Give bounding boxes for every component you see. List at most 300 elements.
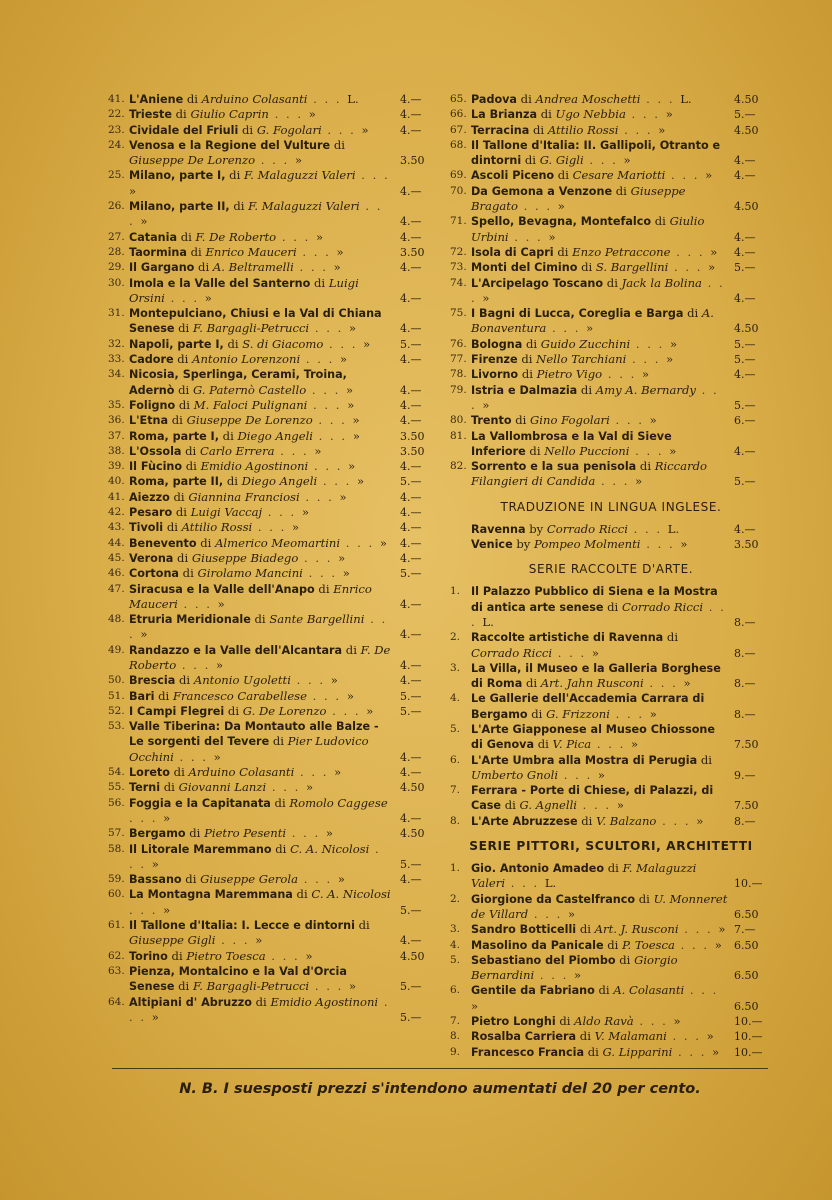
- entry-title: L'Etna: [129, 414, 169, 428]
- entry-by: by: [516, 537, 531, 552]
- entry-number: 9.: [450, 1045, 461, 1058]
- entry-title: Il Tallone d'Italia: I. Lecce e dintorni: [129, 919, 355, 933]
- entry-price: 8.—: [734, 814, 756, 828]
- entry-title: L'Arte Umbra alla Mostra di Perugia: [471, 753, 698, 767]
- dot-leader: . . .: [164, 290, 205, 305]
- entry-number: 8.: [450, 1030, 461, 1043]
- entry-price: 4.—: [400, 460, 422, 474]
- entry-author: F. Malaguzzi Valeri: [471, 861, 697, 891]
- entry-author: P. Toesca: [622, 937, 675, 952]
- entry-price: 4.—: [400, 873, 422, 887]
- entry-title: Sebastiano del Piombo: [471, 953, 616, 967]
- dot-leader: . . .: [355, 168, 390, 183]
- entry-leader-mark: »: [708, 260, 716, 275]
- entry-number: 22.: [108, 108, 125, 121]
- entry-number: 53.: [108, 720, 125, 733]
- dot-leader: . . .: [129, 612, 388, 642]
- entry-number: 52.: [108, 704, 125, 717]
- dot-leader: . . .: [674, 937, 715, 952]
- entry-author: Cesare Mariotti: [572, 168, 666, 183]
- entry-title: L'Arte Giapponese al Museo Chiossone di Genova: [471, 722, 715, 752]
- entry-by: di: [529, 443, 541, 458]
- entry-by: di: [186, 92, 198, 106]
- entry-price: 4.—: [400, 261, 422, 275]
- entry-number: 65.: [450, 93, 467, 105]
- entry-price: 6.—: [734, 414, 756, 428]
- entry-by: di: [587, 1044, 599, 1059]
- entry-price: 4.—: [734, 368, 756, 382]
- dot-leader: . . .: [471, 382, 719, 412]
- entry-body: [129, 367, 392, 398]
- dot-leader: . . .: [558, 767, 598, 782]
- dot-leader: . . .: [129, 841, 381, 871]
- catalog-entry: [450, 691, 772, 722]
- entry-title: Terni: [129, 781, 161, 795]
- dot-leader: . . .: [670, 244, 711, 259]
- catalog-entry: [108, 168, 434, 199]
- entry-author: F. De Roberto: [129, 642, 391, 672]
- entry-number: 1.: [450, 862, 461, 875]
- entry-body: [129, 995, 392, 1026]
- dot-leader: . . .: [602, 367, 642, 382]
- entry-price: 5.—: [734, 475, 756, 489]
- catalog-entry: [108, 918, 434, 949]
- entry-author: Francesco Carabellese: [172, 688, 307, 703]
- entry-author: Giuseppe Biadego: [191, 550, 299, 565]
- entry-price: 3.50: [400, 429, 425, 443]
- entry-author: Attilio Rossi: [547, 122, 619, 137]
- dot-leader: . . .: [323, 336, 364, 351]
- entry-number: 35.: [108, 398, 125, 411]
- entry-leader-mark: L.: [482, 614, 494, 629]
- entry-price: 5.—: [400, 337, 422, 351]
- entry-by: di: [163, 780, 175, 795]
- catalog-entry: [108, 352, 434, 367]
- entry-price: 4.—: [400, 658, 422, 672]
- entry-title: Venosa e la Regione del Vulture: [129, 138, 331, 152]
- entry-title: Bassano: [129, 873, 182, 887]
- entry-price: 4.—: [734, 154, 756, 168]
- entry-number: 25.: [108, 169, 125, 182]
- entry-by: di: [178, 321, 190, 336]
- art-collections-list: [450, 584, 772, 829]
- entry-price: 4.—: [400, 750, 422, 764]
- entry-body: [129, 918, 392, 949]
- entry-title: I Bagni di Lucca, Coreglia e Barga: [471, 307, 684, 321]
- entry-by: di: [274, 795, 286, 810]
- catalog-entry: [450, 260, 772, 275]
- entry-body: [129, 168, 392, 199]
- entry-number: 4.: [450, 938, 461, 951]
- entry-body: [471, 938, 728, 953]
- entry-number: 5.: [450, 722, 461, 735]
- dot-leader: . . .: [286, 826, 326, 841]
- entry-by: di: [173, 765, 185, 780]
- catalog-entry: [108, 826, 434, 841]
- entry-leader-mark: »: [151, 1009, 159, 1024]
- entry-by: di: [525, 676, 538, 691]
- entry-by: di: [579, 1029, 591, 1044]
- entry-price: 4.50: [734, 93, 759, 106]
- catalog-entry: [450, 429, 772, 460]
- catalog-entry: [450, 861, 772, 892]
- dot-leader: . . .: [595, 474, 636, 489]
- catalog-entry: [450, 337, 772, 352]
- entry-author: A. Colasanti: [613, 983, 685, 998]
- entry-author: Giulio Urbini: [471, 214, 705, 244]
- entry-by: di: [358, 918, 370, 933]
- entry-title: I Campi Flegrei: [129, 704, 225, 718]
- entry-title: Milano, parte II,: [129, 200, 230, 214]
- entry-number: 8.: [450, 814, 461, 827]
- entry-price: 4.—: [400, 551, 422, 565]
- entry-body: [471, 352, 728, 367]
- catalog-entry: [108, 444, 434, 459]
- entry-by: di: [540, 107, 552, 122]
- entry-number: 72.: [450, 245, 467, 258]
- dot-leader: . . .: [528, 906, 568, 921]
- entry-leader-mark: »: [140, 627, 148, 642]
- dot-leader: . . .: [684, 983, 719, 998]
- entry-leader-mark: »: [129, 183, 137, 198]
- entry-body: [129, 673, 392, 688]
- entry-by: di: [504, 798, 516, 813]
- entry-body: [471, 184, 728, 215]
- entry-number: 23.: [108, 123, 125, 136]
- entry-body: [471, 953, 728, 984]
- entry-leader-mark: »: [586, 321, 594, 336]
- entry-by: di: [532, 122, 545, 137]
- entry-leader-mark: »: [548, 229, 556, 244]
- entry-number: 44.: [108, 536, 125, 549]
- entry-number: 54.: [108, 766, 125, 779]
- entry-author: Gino Fogolari: [530, 413, 610, 428]
- entry-by: di: [182, 566, 194, 581]
- entry-author: Luigi Orsini: [129, 275, 359, 305]
- entry-body: [471, 722, 728, 753]
- entry-price: 4.—: [734, 291, 756, 305]
- dot-leader: . . .: [129, 810, 164, 825]
- dot-leader: . . .: [262, 505, 302, 520]
- entry-by: di: [185, 443, 197, 458]
- entry-price: 5.—: [400, 689, 422, 703]
- entry-author: Riccardo Filangieri di Candida: [471, 459, 708, 489]
- entry-author: Arduino Colasanti: [188, 765, 295, 780]
- entry-body: [471, 367, 728, 382]
- entry-leader-mark: »: [635, 474, 643, 489]
- entry-by: di: [666, 630, 679, 645]
- catalog-entry: [450, 922, 772, 937]
- entry-author: C. A. Nicolosi: [311, 887, 391, 902]
- entry-price: 4.50: [734, 200, 759, 214]
- dot-leader: . . .: [665, 168, 706, 183]
- entry-body: [129, 566, 392, 581]
- entry-body: [471, 691, 728, 722]
- entry-leader-mark: »: [308, 107, 316, 122]
- entry-number: 49.: [108, 643, 125, 656]
- entry-title: Catania: [129, 230, 178, 244]
- entry-body: [471, 753, 728, 784]
- entry-by: di: [180, 229, 192, 244]
- catalog-entry: [450, 783, 772, 814]
- entry-number: 71.: [450, 215, 467, 228]
- entry-leader-mark: »: [216, 657, 224, 672]
- entry-leader-mark: »: [336, 244, 344, 259]
- catalog-entry: [108, 765, 434, 780]
- entry-by: di: [190, 244, 202, 259]
- entry-body: [129, 337, 392, 352]
- dot-leader: . . .: [321, 122, 362, 137]
- entry-price: 4.—: [400, 353, 422, 367]
- dot-leader: . . .: [678, 922, 719, 937]
- entry-price: 4.—: [400, 230, 422, 244]
- entry-price: 4.—: [734, 522, 756, 536]
- entry-leader-mark: »: [714, 937, 722, 952]
- entry-author: G. Gigli: [539, 153, 584, 168]
- dot-leader: . . .: [609, 413, 650, 428]
- entry-author: Arduino Colasanti: [201, 92, 308, 106]
- entry-number: 70.: [450, 184, 467, 197]
- entry-number: 24.: [108, 138, 125, 151]
- entry-by: di: [227, 336, 239, 351]
- dot-leader: . . .: [609, 706, 650, 721]
- entry-by: di: [185, 459, 197, 474]
- entry-price: 4.—: [400, 383, 422, 397]
- entry-body: [129, 796, 392, 827]
- entry-leader-mark: »: [356, 474, 365, 489]
- entry-price: 5.—: [734, 353, 756, 367]
- catalog-entry: [450, 522, 772, 537]
- entry-author: U. Monneret de Villard: [471, 891, 728, 921]
- entry-author: Giulio Caprin: [190, 107, 269, 122]
- entry-leader-mark: »: [348, 459, 356, 474]
- entry-by: di: [226, 474, 238, 489]
- entry-author: Corrado Ricci: [471, 645, 553, 660]
- entry-price: 5.—: [400, 980, 422, 994]
- entry-price: 4.—: [400, 536, 422, 550]
- entry-leader-mark: »: [669, 336, 678, 351]
- entry-price: 5.—: [734, 261, 756, 275]
- entry-by: di: [166, 520, 178, 535]
- entry-title: Foligno: [129, 398, 176, 412]
- entry-body: [129, 260, 392, 275]
- entry-leader-mark: »: [658, 122, 666, 137]
- entry-title: Roma, parte I,: [129, 429, 219, 443]
- entry-number: 59.: [108, 873, 125, 886]
- entry-title: Livorno: [471, 368, 519, 382]
- entry-leader-mark: »: [680, 537, 688, 552]
- catalog-entry: [108, 138, 434, 169]
- entry-author: Pompeo Molmenti: [534, 537, 641, 552]
- dot-leader: . . .: [629, 443, 670, 458]
- catalog-entry: [108, 490, 434, 505]
- entry-title: Il Litorale Maremmano: [129, 842, 272, 856]
- entry-number: 82.: [450, 460, 467, 473]
- entry-leader-mark: »: [163, 902, 171, 917]
- entry-number: 42.: [108, 506, 125, 519]
- entry-leader-mark: »: [471, 998, 479, 1013]
- entry-by: di: [580, 382, 593, 397]
- dot-leader: . . .: [252, 520, 293, 535]
- entry-author: Luigi Vaccaj: [190, 505, 263, 520]
- entry-leader-mark: »: [597, 767, 605, 782]
- catalog-entry: [108, 459, 434, 474]
- entry-by: di: [272, 734, 284, 749]
- entry-price: 10.—: [734, 1045, 763, 1059]
- entry-title: Benevento: [129, 536, 197, 550]
- catalog-entry: [108, 520, 434, 535]
- catalog-entry: [108, 796, 434, 827]
- entry-title: Trento: [471, 414, 512, 428]
- entry-leader-mark: »: [255, 933, 263, 948]
- entry-number: 50.: [108, 674, 125, 687]
- entry-title: Terracina: [471, 123, 530, 137]
- entry-number: 26.: [108, 200, 125, 213]
- entry-title: Cividale del Friuli: [129, 123, 239, 137]
- entry-author: V. Balzano: [596, 813, 657, 828]
- entry-body: [129, 276, 392, 307]
- dot-leader: . . .: [176, 657, 216, 672]
- entry-title: Loreto: [129, 766, 170, 780]
- entry-leader-mark: L.: [347, 92, 359, 106]
- dot-leader: . . .: [517, 199, 558, 214]
- entry-author: F. Malaguzzi Valeri: [243, 168, 356, 183]
- catalog-entry: [450, 107, 772, 122]
- catalog-entry: [450, 1014, 772, 1029]
- entry-author: C. A. Nicolosi: [290, 841, 370, 856]
- entry-price: 4.—: [400, 123, 422, 137]
- entry-price: 5.—: [734, 108, 756, 122]
- dot-leader: . . .: [265, 948, 306, 963]
- dot-leader: . . .: [298, 872, 338, 887]
- entry-price: 4.—: [400, 215, 422, 229]
- entry-author: Emidio Agostinoni: [270, 994, 379, 1009]
- entry-leader-mark: »: [696, 813, 704, 828]
- entry-author: Enzo Petraccone: [572, 244, 671, 259]
- entry-price: 4.—: [734, 245, 756, 259]
- entry-author: Amy A. Bernardy: [595, 382, 696, 397]
- entry-author: Corrado Ricci: [546, 521, 628, 536]
- entry-author: F. Malaguzzi Valeri: [248, 199, 360, 214]
- entry-by: di: [515, 413, 527, 428]
- entry-leader-mark: »: [630, 737, 639, 752]
- entry-title: Trieste: [129, 108, 172, 122]
- dot-leader: . . .: [340, 535, 380, 550]
- entry-by: di: [200, 535, 212, 550]
- entry-author: Romolo Caggese: [289, 795, 388, 810]
- entry-title: Milano, parte I,: [129, 169, 226, 183]
- entry-price: 6.50: [734, 969, 759, 983]
- entry-number: 80.: [450, 414, 467, 427]
- catalog-entry: [450, 814, 772, 829]
- entry-author: Ugo Nebbia: [555, 107, 626, 122]
- entry-title: La Montagna Maremmana: [129, 888, 293, 902]
- entry-author: G. Paternò Castello: [192, 382, 307, 397]
- entry-by: di: [525, 336, 538, 351]
- dot-leader: . . .: [313, 428, 353, 443]
- entry-body: [471, 584, 728, 630]
- entry-title: Tivoli: [129, 521, 164, 535]
- entry-by: di: [607, 937, 619, 952]
- entry-title: Brescia: [129, 674, 176, 688]
- entry-title: Etruria Meridionale: [129, 613, 251, 627]
- entry-price: 4.50: [400, 781, 425, 795]
- entry-title: Torino: [129, 949, 168, 963]
- dot-leader: . . .: [268, 107, 309, 122]
- entry-author: S. Bargellini: [595, 260, 669, 275]
- entry-body: [129, 719, 392, 765]
- entry-leader-mark: »: [292, 520, 300, 535]
- entry-author: V. Malamani: [594, 1029, 667, 1044]
- dot-leader: . . .: [307, 92, 348, 106]
- entry-by: di: [581, 813, 593, 828]
- entry-number: 81.: [450, 429, 467, 442]
- entry-body: [471, 1045, 728, 1060]
- entry-body: [471, 783, 728, 814]
- entry-leader-mark: »: [348, 979, 357, 994]
- entry-by: di: [557, 168, 569, 183]
- entry-by: di: [559, 1014, 571, 1029]
- catalog-entry: [108, 92, 434, 107]
- entry-by: di: [241, 122, 254, 137]
- entry-leader-mark: »: [315, 229, 324, 244]
- entry-body: [471, 983, 728, 1014]
- entry-number: 41.: [108, 93, 125, 105]
- entry-number: 28.: [108, 245, 125, 258]
- entry-number: 77.: [450, 353, 467, 366]
- dot-leader: . . .: [626, 352, 667, 367]
- entry-number: 66.: [450, 108, 467, 121]
- entry-by: di: [175, 107, 187, 122]
- catalog-entry: [450, 184, 772, 215]
- catalog-entry: [108, 704, 434, 719]
- entry-by: di: [639, 459, 652, 474]
- entry-title: Il Tallone d'Italia: II. Gallipoli, Otranto e dintorni: [471, 138, 721, 168]
- entry-title: Foggia e la Capitanata: [129, 796, 271, 810]
- entry-title: Pietro Longhi: [471, 1015, 556, 1029]
- entry-by: di: [178, 382, 190, 397]
- dot-leader: . . .: [276, 229, 316, 244]
- dot-leader: . . .: [668, 260, 709, 275]
- section-heading-art: SERIE RACCOLTE D'ARTE.: [528, 562, 694, 577]
- entry-by: di: [175, 505, 188, 520]
- entry-author: G. Lipparini: [602, 1044, 673, 1059]
- dot-leader: . . .: [309, 979, 349, 994]
- catalog-entry: [108, 367, 434, 398]
- entry-author: Diego Angeli: [241, 474, 318, 489]
- catalog-entry: [450, 92, 772, 107]
- catalog-entry: [450, 630, 772, 661]
- right-column: [450, 92, 772, 1060]
- entry-leader-mark: »: [557, 199, 565, 214]
- catalog-entry: [450, 306, 772, 337]
- catalog-entry: [108, 199, 434, 230]
- entry-author: Pietro Pesenti: [204, 826, 287, 841]
- entry-price: 4.—: [400, 811, 422, 825]
- entry-title: Montepulciano, Chiusi e la Val di Chiana Senese: [129, 307, 382, 336]
- dot-leader: . . .: [534, 968, 574, 983]
- entry-leader-mark: »: [352, 428, 360, 443]
- entry-number: 79.: [450, 383, 467, 396]
- entry-author: Corrado Ricci: [621, 599, 704, 614]
- entry-number: 43.: [108, 521, 125, 534]
- catalog-entry: [108, 582, 434, 613]
- entry-number: 75.: [450, 307, 467, 320]
- dot-leader: . . .: [302, 566, 343, 581]
- entry-leader-mark: »: [213, 749, 221, 764]
- entry-by: di: [158, 688, 170, 703]
- entry-by: di: [177, 550, 189, 565]
